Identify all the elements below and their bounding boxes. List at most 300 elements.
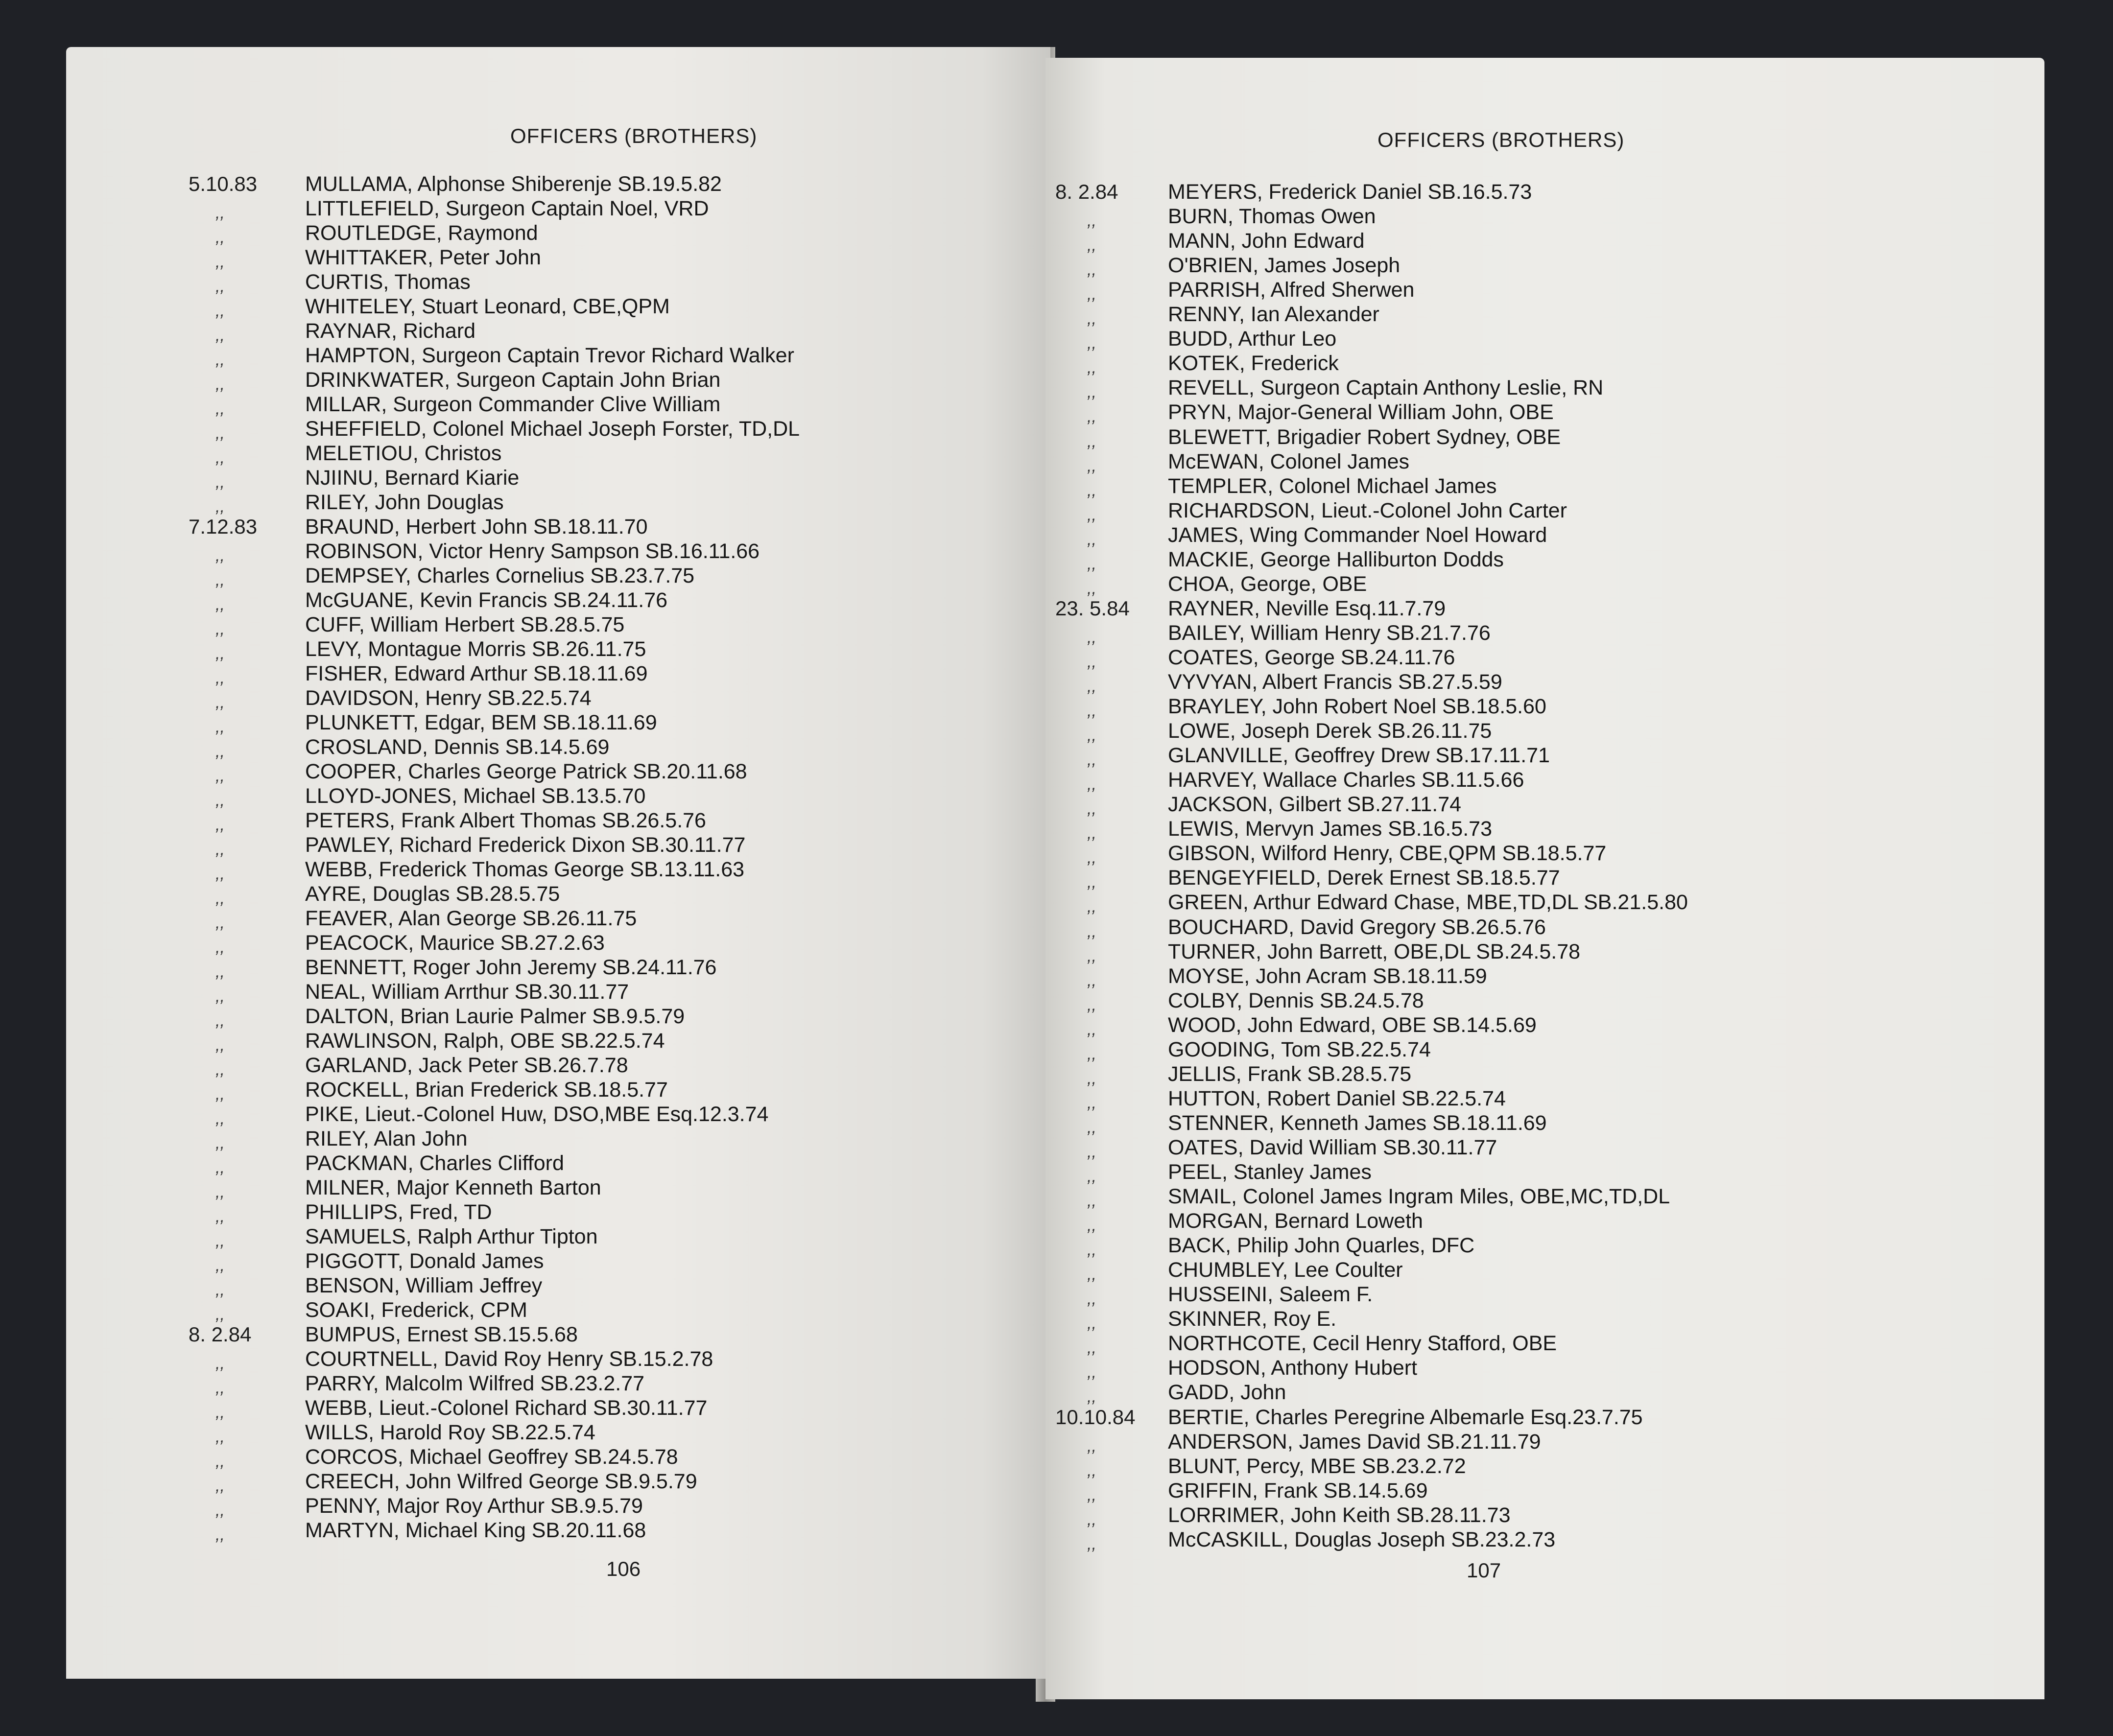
ditto-mark: ,,	[215, 938, 225, 957]
entry-name: COLBY, Dennis SB.24.5.78	[1168, 988, 1424, 1012]
entry-name: CHUMBLEY, Lee Coulter	[1168, 1258, 1403, 1282]
list-entry	[1045, 1332, 2044, 1356]
entry-name: PLUNKETT, Edgar, BEM SB.18.11.69	[305, 711, 657, 734]
entry-name: PENNY, Major Roy Arthur SB.9.5.79	[305, 1494, 643, 1518]
ditto-mark: ,,	[1087, 995, 1096, 1014]
entry-name: MELETIOU, Christos	[305, 442, 502, 465]
ditto-mark: ,,	[1087, 211, 1096, 231]
list-entry	[66, 1421, 1050, 1445]
list-entry	[1045, 1454, 2044, 1479]
list-entry	[66, 760, 1050, 784]
ditto-mark: ,,	[1087, 456, 1096, 475]
ditto-mark: ,,	[215, 816, 225, 834]
entry-name: COATES, George SB.24.11.76	[1168, 645, 1455, 669]
list-entry	[66, 588, 1050, 613]
ditto-mark: ,,	[1087, 236, 1096, 255]
ditto-mark: ,,	[215, 791, 225, 810]
entry-date: 7.12.83	[189, 515, 258, 538]
entry-name: AYRE, Douglas SB.28.5.75	[305, 882, 560, 906]
ditto-mark: ,,	[215, 1428, 225, 1446]
ditto-mark: ,,	[1087, 677, 1096, 696]
list-entry	[66, 540, 1050, 564]
entry-name: SAMUELS, Ralph Arthur Tipton	[305, 1225, 598, 1248]
list-entry	[66, 907, 1050, 931]
ditto-mark: ,,	[1087, 1167, 1096, 1186]
list-entry	[1045, 376, 2044, 400]
entry-name: CREECH, John Wilfred George SB.9.5.79	[305, 1470, 697, 1493]
ditto-mark: ,,	[215, 1134, 225, 1152]
entry-name: GREEN, Arthur Edward Chase, MBE,TD,DL SB.21.5.80	[1168, 891, 1688, 915]
entry-name: SHEFFIELD, Colonel Michael Joseph Forster, TD,DL	[305, 417, 800, 441]
page-number: 106	[606, 1557, 641, 1580]
list-entry	[66, 662, 1050, 686]
ditto-mark: ,,	[215, 351, 225, 369]
ditto-mark: ,,	[215, 987, 225, 1006]
list-entry	[1045, 1062, 2044, 1087]
ditto-mark: ,,	[215, 1525, 225, 1544]
entry-name: PEACOCK, Maurice SB.27.2.63	[305, 931, 605, 955]
ditto-mark: ,,	[1087, 946, 1096, 965]
list-entry	[1045, 1258, 2044, 1283]
list-entry	[1045, 866, 2044, 891]
ditto-mark: ,,	[215, 1354, 225, 1373]
entry-name: WOOD, John Edward, OBE SB.14.5.69	[1168, 1013, 1537, 1037]
list-entry	[1045, 1160, 2044, 1185]
list-entry	[66, 515, 1050, 540]
ditto-mark: ,,	[215, 889, 225, 908]
ditto-mark: ,,	[1087, 530, 1096, 549]
entry-name: LLOYD-JONES, Michael SB.13.5.70	[305, 784, 646, 808]
page-number: 107	[1467, 1559, 1501, 1582]
list-entry	[66, 833, 1050, 858]
entry-name: LORRIMER, John Keith SB.28.11.73	[1168, 1503, 1511, 1527]
ditto-mark: ,,	[215, 302, 225, 320]
list-entry	[1045, 1479, 2044, 1503]
ditto-mark: ,,	[1087, 358, 1096, 377]
ditto-mark: ,,	[215, 1011, 225, 1030]
entry-date: 8. 2.84	[189, 1323, 252, 1346]
entry-name: RILEY, John Douglas	[305, 491, 504, 514]
ditto-mark: ,,	[1087, 1118, 1096, 1137]
ditto-mark: ,,	[1087, 1044, 1096, 1063]
entry-date: 10.10.84	[1055, 1405, 1136, 1429]
ditto-mark: ,,	[215, 1183, 225, 1201]
entry-name: CURTIS, Thomas	[305, 270, 471, 294]
list-entry	[1045, 1136, 2044, 1160]
entry-name: GIBSON, Wilford Henry, CBE,QPM SB.18.5.77	[1168, 842, 1607, 866]
entry-name: ROBINSON, Victor Henry Sampson SB.16.11.66	[305, 540, 760, 563]
entry-name: BLUNT, Percy, MBE SB.23.2.72	[1168, 1454, 1466, 1478]
ditto-mark: ,,	[215, 1036, 225, 1055]
list-entry	[66, 1176, 1050, 1200]
entry-name: LITTLEFIELD, Surgeon Captain Noel, VRD	[305, 197, 709, 220]
list-entry	[66, 882, 1050, 907]
ditto-mark: ,,	[1087, 1534, 1096, 1553]
list-entry	[66, 319, 1050, 344]
ditto-mark: ,,	[215, 669, 225, 687]
entry-name: HUSSEINI, Saleem F.	[1168, 1283, 1373, 1307]
entry-name: MOYSE, John Acram SB.18.11.59	[1168, 964, 1487, 988]
ditto-mark: ,,	[215, 571, 225, 589]
list-entry	[66, 295, 1050, 319]
entry-name: GLANVILLE, Geoffrey Drew SB.17.11.71	[1168, 744, 1550, 768]
entry-name: PHILLIPS, Fred, TD	[305, 1200, 492, 1224]
list-entry	[1045, 1038, 2044, 1062]
ditto-mark: ,,	[215, 742, 225, 761]
entry-name: RENNY, Ian Alexander	[1168, 303, 1379, 327]
ditto-mark: ,,	[1087, 775, 1096, 794]
list-entry	[66, 442, 1050, 466]
list-entry	[1045, 621, 2044, 646]
list-entry	[1045, 180, 2044, 205]
ditto-mark: ,,	[215, 473, 225, 492]
list-entry	[66, 1078, 1050, 1103]
list-entry	[66, 1519, 1050, 1543]
list-entry	[66, 1200, 1050, 1225]
entry-name: MEYERS, Frederick Daniel SB.16.5.73	[1168, 180, 1532, 204]
page-heading: OFFICERS (BROTHERS)	[510, 124, 758, 147]
list-entry	[1045, 352, 2044, 376]
page-heading: OFFICERS (BROTHERS)	[1377, 128, 1625, 151]
list-entry	[1045, 1430, 2044, 1454]
ditto-mark: ,,	[215, 620, 225, 638]
entry-name: JACKSON, Gilbert SB.27.11.74	[1168, 793, 1462, 817]
list-entry	[66, 637, 1050, 662]
ditto-mark: ,,	[1087, 1363, 1096, 1382]
ditto-mark: ,,	[215, 1060, 225, 1079]
ditto-mark: ,,	[215, 228, 225, 247]
list-entry	[1045, 793, 2044, 817]
entry-name: BENNETT, Roger John Jeremy SB.24.11.76	[305, 956, 717, 979]
entry-name: BAILEY, William Henry SB.21.7.76	[1168, 621, 1491, 645]
entry-name: PIKE, Lieut.-Colonel Huw, DSO,MBE Esq.12.3.74	[305, 1103, 769, 1126]
entry-name: GRIFFIN, Frank SB.14.5.69	[1168, 1478, 1428, 1502]
entry-name: PARRISH, Alfred Sherwen	[1168, 278, 1415, 302]
entry-name: SKINNER, Roy E.	[1168, 1307, 1337, 1331]
list-entry	[1045, 1013, 2044, 1038]
entry-name: JELLIS, Frank SB.28.5.75	[1168, 1062, 1412, 1086]
entry-name: SOAKI, Frederick, CPM	[305, 1298, 527, 1322]
entry-name: BURN, Thomas Owen	[1168, 205, 1376, 229]
list-entry	[66, 735, 1050, 760]
list-entry	[66, 784, 1050, 809]
entry-name: OATES, David William SB.30.11.77	[1168, 1135, 1497, 1159]
ditto-mark: ,,	[215, 962, 225, 981]
ditto-mark: ,,	[1087, 554, 1096, 573]
entry-name: REVELL, Surgeon Captain Anthony Leslie, RN	[1168, 376, 1604, 400]
ditto-mark: ,,	[1087, 1020, 1096, 1039]
entry-name: LEVY, Montague Morris SB.26.11.75	[305, 637, 646, 661]
entry-name: KOTEK, Frederick	[1168, 352, 1339, 375]
entry-name: PAWLEY, Richard Frederick Dixon SB.30.11.77	[305, 833, 746, 857]
ditto-mark: ,,	[215, 277, 225, 296]
entry-name: LOWE, Joseph Derek SB.26.11.75	[1168, 719, 1492, 743]
ditto-mark: ,,	[215, 1281, 225, 1299]
ditto-mark: ,,	[215, 1085, 225, 1103]
ditto-mark: ,,	[1087, 1265, 1096, 1284]
ditto-mark: ,,	[1087, 1387, 1096, 1407]
list-entry	[66, 1103, 1050, 1127]
list-entry	[66, 1494, 1050, 1519]
list-entry	[66, 172, 1050, 197]
ditto-mark: ,,	[215, 1501, 225, 1520]
ditto-mark: ,,	[1087, 824, 1096, 843]
entry-name: McCASKILL, Douglas Joseph SB.23.2.73	[1168, 1527, 1556, 1551]
entry-name: WILLS, Harold Roy SB.22.5.74	[305, 1421, 595, 1444]
entry-name: TEMPLER, Colonel Michael James	[1168, 474, 1497, 498]
ditto-mark: ,,	[1087, 1436, 1096, 1455]
entry-name: PEEL, Stanley James	[1168, 1160, 1372, 1184]
list-entry	[1045, 670, 2044, 695]
entry-name: PARRY, Malcolm Wilfred SB.23.2.77	[305, 1372, 645, 1395]
ditto-mark: ,,	[1087, 1069, 1096, 1088]
entry-name: NEAL, William Arrthur SB.30.11.77	[305, 980, 629, 1004]
entry-name: WEBB, Lieut.-Colonel Richard SB.30.11.77	[305, 1396, 708, 1420]
entry-name: BENGEYFIELD, Derek Ernest SB.18.5.77	[1168, 866, 1560, 890]
list-entry	[1045, 1209, 2044, 1234]
ditto-mark: ,,	[215, 375, 225, 394]
ditto-mark: ,,	[215, 1305, 225, 1324]
list-entry	[1045, 1185, 2044, 1209]
list-entry	[1045, 1234, 2044, 1258]
ditto-mark: ,,	[1087, 505, 1096, 524]
ditto-mark: ,,	[215, 1256, 225, 1275]
ditto-mark: ,,	[1087, 971, 1096, 990]
ditto-mark: ,,	[215, 326, 225, 345]
entry-date: 8. 2.84	[1055, 180, 1118, 203]
ditto-mark: ,,	[1087, 726, 1096, 745]
ditto-mark: ,,	[1087, 309, 1096, 328]
list-entry	[1045, 1307, 2044, 1332]
list-entry	[1045, 254, 2044, 278]
entry-date: 5.10.83	[189, 172, 258, 195]
list-entry	[66, 491, 1050, 515]
ditto-mark: ,,	[1087, 407, 1096, 426]
entry-name: CORCOS, Michael Geoffrey SB.24.5.78	[305, 1445, 678, 1469]
list-entry	[66, 1396, 1050, 1421]
list-entry	[1045, 400, 2044, 425]
ditto-mark: ,,	[215, 718, 225, 736]
entry-name: CROSLAND, Dennis SB.14.5.69	[305, 735, 610, 759]
ditto-mark: ,,	[215, 1379, 225, 1397]
ditto-mark: ,,	[1087, 285, 1096, 304]
ditto-mark: ,,	[1087, 799, 1096, 819]
ditto-mark: ,,	[215, 644, 225, 663]
ditto-mark: ,,	[215, 1452, 225, 1471]
list-entry	[66, 393, 1050, 417]
entry-name: WEBB, Frederick Thomas George SB.13.11.63	[305, 858, 745, 881]
list-entry	[66, 1445, 1050, 1470]
entry-name: DEMPSEY, Charles Cornelius SB.23.7.75	[305, 564, 695, 587]
entry-name: MILLAR, Surgeon Commander Clive William	[305, 393, 721, 416]
ditto-mark: ,,	[215, 1403, 225, 1422]
list-entry	[66, 1298, 1050, 1323]
list-entry	[1045, 474, 2044, 499]
entry-name: O'BRIEN, James Joseph	[1168, 254, 1401, 278]
ditto-mark: ,,	[215, 595, 225, 614]
entry-name: JAMES, Wing Commander Noel Howard	[1168, 523, 1547, 547]
ditto-mark: ,,	[1087, 334, 1096, 353]
list-entry	[1045, 940, 2044, 964]
entry-name: BUDD, Arthur Leo	[1168, 327, 1337, 351]
entry-name: COURTNELL, David Roy Henry SB.15.2.78	[305, 1347, 713, 1371]
ditto-mark: ,,	[215, 399, 225, 418]
entry-name: FISHER, Edward Arthur SB.18.11.69	[305, 662, 648, 685]
entry-name: PIGGOTT, Donald James	[305, 1249, 544, 1273]
entry-name: RAWLINSON, Ralph, OBE SB.22.5.74	[305, 1029, 665, 1053]
entry-name: GADD, John	[1168, 1381, 1286, 1405]
list-entry	[1045, 915, 2044, 940]
list-entry	[1045, 646, 2044, 670]
entry-name: WHITELEY, Stuart Leonard, CBE,QPM	[305, 295, 670, 318]
list-entry	[1045, 1111, 2044, 1136]
ditto-mark: ,,	[215, 424, 225, 443]
entry-name: DAVIDSON, Henry SB.22.5.74	[305, 686, 592, 710]
entry-name: BLEWETT, Brigadier Robert Sydney, OBE	[1168, 425, 1561, 449]
entry-name: NJIINU, Bernard Kiarie	[305, 466, 520, 490]
list-entry	[66, 344, 1050, 368]
entry-name: LEWIS, Mervyn James SB.16.5.73	[1168, 817, 1492, 841]
entry-name: McEWAN, Colonel James	[1168, 449, 1410, 473]
entry-name: BUMPUS, Ernest SB.15.5.68	[305, 1323, 578, 1346]
list-entry	[1045, 1356, 2044, 1381]
list-entry	[1045, 572, 2044, 597]
entry-name: BRAYLEY, John Robert Noel SB.18.5.60	[1168, 695, 1546, 719]
list-entry	[66, 564, 1050, 588]
list-entry	[1045, 229, 2044, 254]
ditto-mark: ,,	[215, 253, 225, 271]
list-entry	[1045, 719, 2044, 744]
entry-name: MACKIE, George Halliburton Dodds	[1168, 547, 1504, 571]
ditto-mark: ,,	[215, 448, 225, 467]
list-entry	[66, 858, 1050, 882]
entry-name: TURNER, John Barrett, OBE,DL SB.24.5.78	[1168, 939, 1581, 963]
list-entry	[66, 368, 1050, 393]
ditto-mark: ,,	[215, 1477, 225, 1495]
entry-name: BOUCHARD, David Gregory SB.26.5.76	[1168, 915, 1546, 939]
list-entry	[66, 1054, 1050, 1078]
entry-name: MARTYN, Michael King SB.20.11.68	[305, 1519, 646, 1542]
ditto-mark: ,,	[1087, 628, 1096, 647]
list-entry	[66, 1372, 1050, 1396]
list-entry	[66, 1127, 1050, 1151]
list-entry	[66, 466, 1050, 491]
ditto-mark: ,,	[1087, 1142, 1096, 1161]
ditto-mark: ,,	[215, 497, 225, 516]
list-entry	[1045, 817, 2044, 842]
entry-name: WHITTAKER, Peter John	[305, 246, 541, 269]
entry-date: 23. 5.84	[1055, 596, 1130, 620]
entry-name: STENNER, Kenneth James SB.18.11.69	[1168, 1111, 1547, 1135]
list-entry	[1045, 425, 2044, 450]
entry-name: GOODING, Tom SB.22.5.74	[1168, 1037, 1431, 1061]
ditto-mark: ,,	[215, 914, 225, 932]
entry-name: HARVEY, Wallace Charles SB.11.5.66	[1168, 768, 1524, 792]
list-entry	[1045, 278, 2044, 303]
ditto-mark: ,,	[1087, 1338, 1096, 1358]
ditto-mark: ,,	[215, 546, 225, 565]
list-entry	[1045, 499, 2044, 523]
entry-name: RILEY, Alan John	[305, 1127, 468, 1150]
list-entry	[1045, 523, 2044, 548]
ditto-mark: ,,	[215, 1207, 225, 1226]
ditto-mark: ,,	[1087, 897, 1096, 916]
ditto-mark: ,,	[215, 1232, 225, 1250]
entry-name: PETERS, Frank Albert Thomas SB.26.5.76	[305, 809, 706, 832]
entry-name: PACKMAN, Charles Clifford	[305, 1151, 564, 1175]
ditto-mark: ,,	[215, 767, 225, 785]
list-entry	[66, 613, 1050, 637]
ditto-mark: ,,	[1087, 652, 1096, 671]
entry-name: COOPER, Charles George Patrick SB.20.11.68	[305, 760, 747, 783]
list-entry	[66, 197, 1050, 221]
list-entry	[1045, 989, 2044, 1013]
entry-name: DALTON, Brian Laurie Palmer SB.9.5.79	[305, 1005, 685, 1028]
entry-name: HAMPTON, Surgeon Captain Trevor Richard Walker	[305, 344, 794, 367]
ditto-mark: ,,	[215, 204, 225, 222]
ditto-mark: ,,	[215, 1109, 225, 1128]
ditto-mark: ,,	[1087, 702, 1096, 721]
ditto-mark: ,,	[215, 693, 225, 712]
list-entry	[1045, 891, 2044, 915]
list-entry	[1045, 744, 2044, 768]
entry-name: BACK, Philip John Quarles, DFC	[1168, 1234, 1475, 1258]
ditto-mark: ,,	[215, 840, 225, 859]
entry-name: NORTHCOTE, Cecil Henry Stafford, OBE	[1168, 1332, 1557, 1356]
entry-name: SMAIL, Colonel James Ingram Miles, OBE,MC,TD,DL	[1168, 1185, 1670, 1209]
entry-name: RICHARDSON, Lieut.-Colonel John Carter	[1168, 498, 1567, 522]
left-page	[66, 47, 1050, 1679]
entry-name: ROUTLEDGE, Raymond	[305, 221, 538, 245]
list-entry	[66, 1225, 1050, 1249]
entry-name: RAYNER, Neville Esq.11.7.79	[1168, 596, 1446, 620]
list-entry	[66, 246, 1050, 270]
entry-name: HUTTON, Robert Daniel SB.22.5.74	[1168, 1086, 1506, 1110]
list-entry	[66, 711, 1050, 735]
ditto-mark: ,,	[1087, 481, 1096, 500]
entry-name: BERTIE, Charles Peregrine Albemarle Esq.23.7.75	[1168, 1405, 1643, 1429]
list-entry	[66, 956, 1050, 980]
ditto-mark: ,,	[1087, 1192, 1096, 1211]
entry-name: CUFF, William Herbert SB.28.5.75	[305, 613, 625, 636]
list-entry	[66, 1274, 1050, 1298]
list-entry	[1045, 1283, 2044, 1307]
list-entry	[66, 1029, 1050, 1054]
list-entry	[1045, 1503, 2044, 1528]
ditto-mark: ,,	[1087, 579, 1096, 598]
list-entry	[66, 1470, 1050, 1494]
list-entry	[1045, 450, 2044, 474]
list-entry	[66, 1005, 1050, 1029]
entry-name: McGUANE, Kevin Francis SB.24.11.76	[305, 588, 668, 612]
ditto-mark: ,,	[215, 865, 225, 883]
entry-name: MILNER, Major Kenneth Barton	[305, 1176, 601, 1199]
entry-name: BENSON, William Jeffrey	[305, 1274, 543, 1297]
ditto-mark: ,,	[1087, 751, 1096, 770]
ditto-mark: ,,	[1087, 260, 1096, 280]
list-entry	[1045, 303, 2044, 327]
entry-name: MULLAMA, Alphonse Shiberenje SB.19.5.82	[305, 172, 722, 196]
list-entry	[1045, 964, 2044, 989]
list-entry	[66, 1347, 1050, 1372]
list-entry	[1045, 205, 2044, 229]
list-entry	[66, 686, 1050, 711]
list-entry	[1045, 1381, 2044, 1405]
entry-name: CHOA, George, OBE	[1168, 572, 1367, 596]
entry-name: VYVYAN, Albert Francis SB.27.5.59	[1168, 670, 1502, 694]
entry-name: ANDERSON, James David SB.21.11.79	[1168, 1430, 1541, 1454]
list-entry	[66, 221, 1050, 246]
